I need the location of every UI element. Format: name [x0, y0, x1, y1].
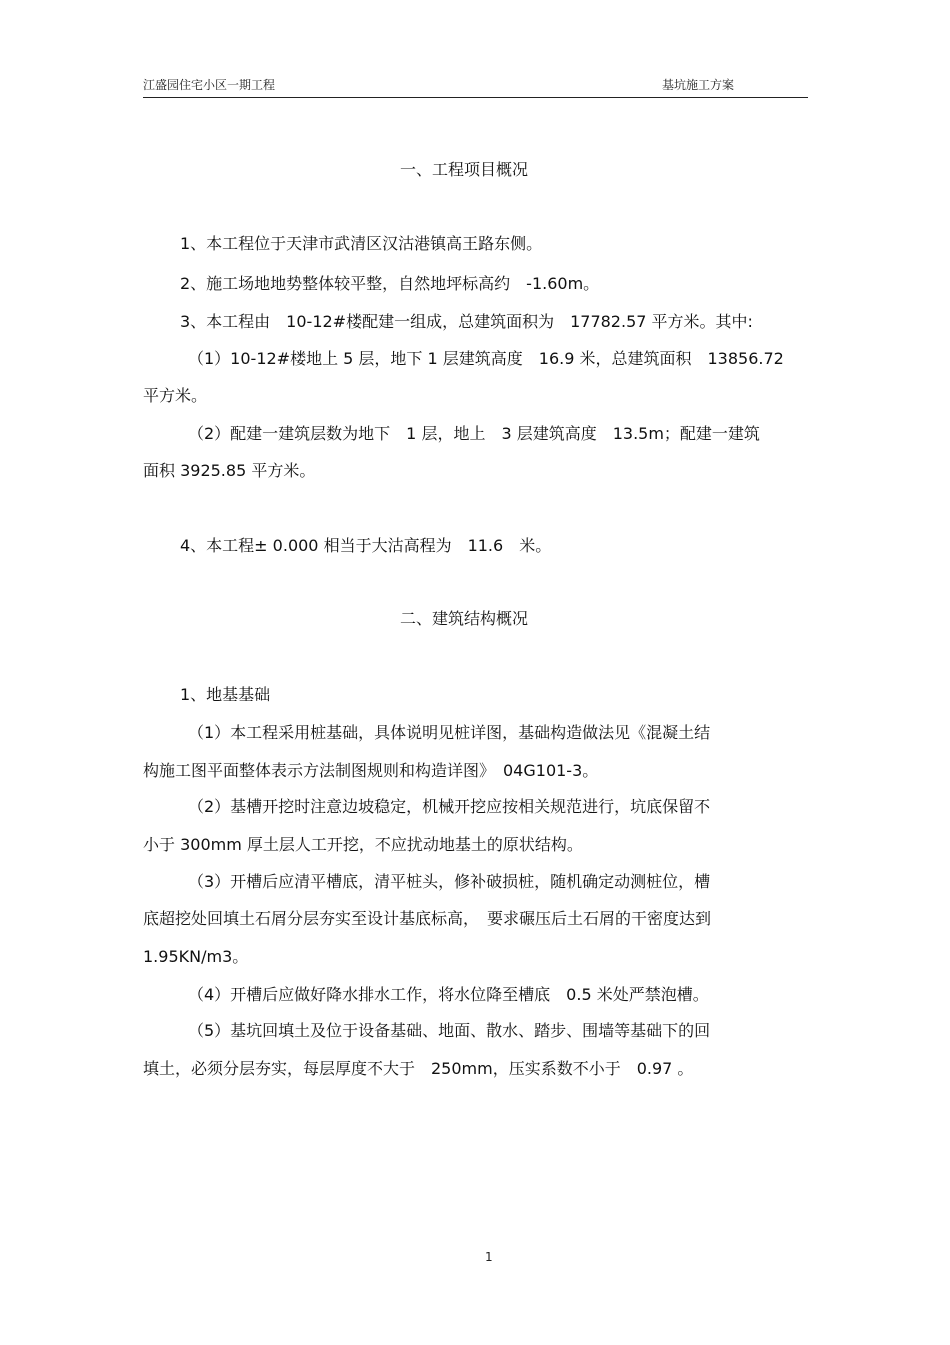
paragraph-item-1: 1、本工程位于天津市武清区汉沽港镇高王路东侧。 — [180, 234, 543, 253]
paragraph-sub-2-line-1: （2）配建一建筑层数为地下 1 层，地上 3 层建筑高度 13.5m；配建一建筑 — [188, 424, 760, 443]
paragraph-p4-line-1: （4）开槽后应做好降水排水工作，将水位降至槽底 0.5 米处严禁泡槽。 — [188, 985, 709, 1004]
heading-foundation: 1、地基基础 — [180, 685, 271, 704]
paragraph-p3-line-2: 底超挖处回填土石屑分层夯实至设计基底标高， 要求碾压后土石屑的干密度达到 — [143, 909, 712, 928]
paragraph-p3-line-3: 1.95KN/m3。 — [143, 947, 249, 966]
paragraph-p3-line-1: （3）开槽后应清平槽底，清平桩头，修补破损桩，随机确定动测桩位，槽 — [188, 872, 711, 891]
paragraph-item-3: 3、本工程由 10-12#楼配建一组成，总建筑面积为 17782.57 平方米。其中: — [180, 312, 753, 331]
paragraph-p5-line-2: 填土，必须分层夯实，每层厚度不大于 250mm，压实系数不小于 0.97 。 — [143, 1059, 694, 1078]
paragraph-p2-line-2: 小于 300mm 厚土层人工开挖，不应扰动地基土的原状结构。 — [143, 835, 583, 854]
paragraph-sub-1-line-2: 平方米。 — [143, 386, 208, 405]
paragraph-p1-line-1: （1）本工程采用桩基础，具体说明见桩详图，基础构造做法见《混凝土结 — [188, 723, 711, 742]
paragraph-p2-line-1: （2）基槽开挖时注意边坡稳定，机械开挖应按相关规范进行，坑底保留不 — [188, 797, 711, 816]
header-rule — [143, 97, 808, 98]
header-document-title: 基坑施工方案 — [662, 78, 735, 92]
paragraph-sub-1-line-1: （1）10-12#楼地上 5 层，地下 1 层建筑高度 16.9 米，总建筑面积 13856.72 — [188, 349, 784, 368]
section-title-project-overview: 一、工程项目概况 — [400, 160, 529, 179]
paragraph-item-2: 2、施工场地地势整体较平整，自然地坪标高约 -1.60m。 — [180, 274, 600, 293]
paragraph-item-4: 4、本工程± 0.000 相当于大沽高程为 11.6 米。 — [180, 536, 552, 555]
section-title-structure-overview: 二、建筑结构概况 — [400, 609, 529, 628]
paragraph-p1-line-2: 构施工图平面整体表示方法制图规则和构造详图》 04G101-3。 — [143, 761, 599, 780]
paragraph-p5-line-1: （5）基坑回填土及位于设备基础、地面、散水、踏步、围墙等基础下的回 — [188, 1021, 711, 1040]
header-project-name: 江盛园住宅小区一期工程 — [143, 78, 276, 92]
paragraph-sub-2-line-2: 面积 3925.85 平方米。 — [143, 461, 316, 480]
page-number: 1 — [485, 1250, 493, 1264]
